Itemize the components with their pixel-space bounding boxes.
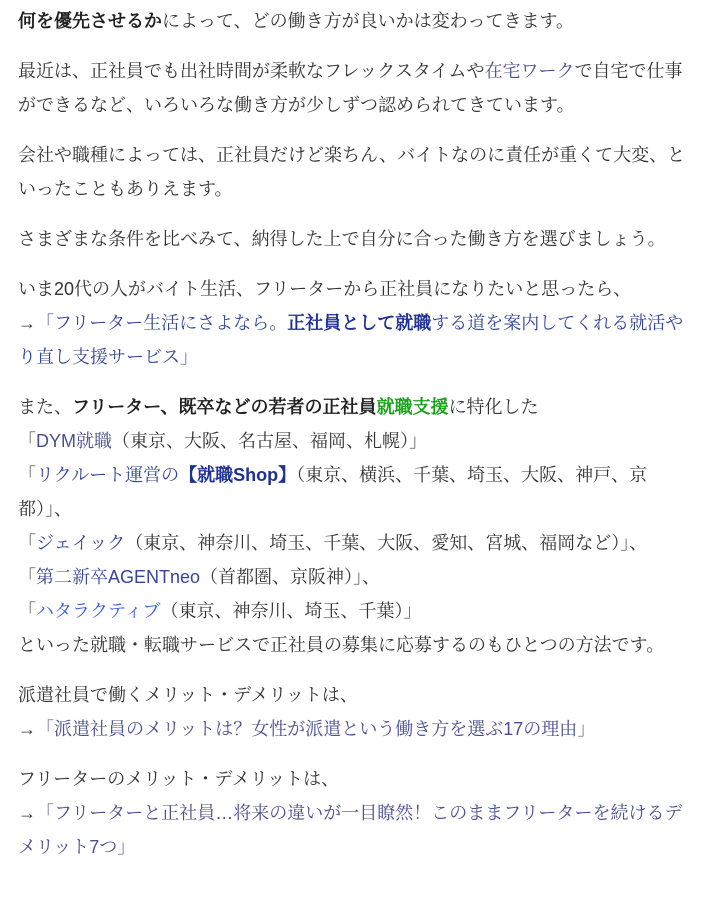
p-compare-conditions xyxy=(18,222,698,256)
p-priority xyxy=(18,4,698,38)
link-shushoku-shop-bold[interactable]: 【就職Shop】 xyxy=(179,465,297,485)
p-job-services xyxy=(18,390,698,662)
link-zaitaku-work[interactable]: 在宅ワーク xyxy=(484,61,575,81)
p-freeter-merit xyxy=(18,762,698,864)
text-segment: 最近は、正社員でも出社時間が柔軟なフレックスタイムや xyxy=(18,61,485,81)
text-segment: さまざまな条件を比べみて、納得した上で自分に合った働き方を選びましょう。 xyxy=(18,229,666,249)
p-company-difference xyxy=(18,138,698,206)
emphasis-shushoku-shien: 就職支援 xyxy=(376,397,449,417)
text-segment: 「 xyxy=(18,465,36,485)
link-shushoku-shop[interactable]: リクルート運営の xyxy=(36,465,180,485)
text-segment: （東京、横浜、千葉、埼玉、大阪、神戸、京都）」、 xyxy=(18,465,648,519)
text-segment: （東京、大阪、名古屋、福岡、札幌）」 xyxy=(112,431,427,451)
text-segment: いま20代の人がバイト生活、フリーターから正社員になりたいと思ったら、 xyxy=(18,279,632,299)
emphasis-priority: 何を優先させるか xyxy=(18,11,162,31)
link-daini-shinsotsu-agentneo[interactable]: 第二新卒AGENTneo xyxy=(36,567,201,587)
link-freeter-sayonara[interactable]: する道を案内してくれる就活やり直し支援サービス」 xyxy=(18,313,684,367)
text-segment: （首都圏、京阪神）」、 xyxy=(200,567,381,587)
text-segment: （東京、神奈川、埼玉、千葉）」 xyxy=(160,601,422,621)
text-segment: 「 xyxy=(18,567,36,587)
text-segment: フリーターのメリット・デメリットは、 xyxy=(18,769,340,789)
emphasis-young-seishain: フリーター、既卒などの若者の正社員 xyxy=(72,397,377,417)
text-segment: に特化した xyxy=(448,397,539,417)
text-segment: 「 xyxy=(18,601,36,621)
link-jaic[interactable]: ジェイック xyxy=(36,533,126,553)
link-hataractive[interactable]: ハタラクティブ xyxy=(36,601,161,621)
text-segment: （東京、神奈川、埼玉、千葉、大阪、愛知、宮城、福岡など）」、 xyxy=(125,533,648,553)
link-freeter-vs-seishain-article[interactable]: 「フリーターと正社員…将来の違いが一目瞭然！このままフリーターを続けるデメリット7つ」 xyxy=(18,803,683,857)
text-segment: また、 xyxy=(18,397,72,417)
text-segment: → xyxy=(18,313,36,333)
p-freeter-to-seishain xyxy=(18,272,698,374)
text-segment: で自宅で仕事ができるなど、いろいろな働き方が少しずつ認められてきています。 xyxy=(18,61,683,115)
link-freeter-sayonara-bold[interactable]: 正社員として就職 xyxy=(287,313,432,333)
text-segment: によって、どの働き方が良いかは変わってきます。 xyxy=(162,11,575,31)
link-dym-shushoku[interactable]: DYM就職 xyxy=(36,431,112,451)
p-haken-merit xyxy=(18,678,698,746)
text-segment: → xyxy=(18,719,36,739)
text-segment: といった就職・転職サービスで正社員の募集に応募するのもひとつの方法です。 xyxy=(18,635,665,655)
text-segment: 会社や職種によっては、正社員だけど楽ちん、バイトなのに責任が重くて大変、といったこともありえます。 xyxy=(18,145,686,199)
text-segment: 「 xyxy=(18,431,36,451)
link-haken-merit-article[interactable]: 「派遣社員のメリットは？女性が派遣という働き方を選ぶ17の理由」 xyxy=(36,719,596,739)
text-segment: 「 xyxy=(18,533,36,553)
p-flexible-work xyxy=(18,54,698,122)
link-freeter-sayonara[interactable]: 「フリーター生活にさよなら。 xyxy=(36,313,288,333)
text-segment: 派遣社員で働くメリット・デメリットは、 xyxy=(18,685,358,705)
text-segment: → xyxy=(18,803,36,823)
